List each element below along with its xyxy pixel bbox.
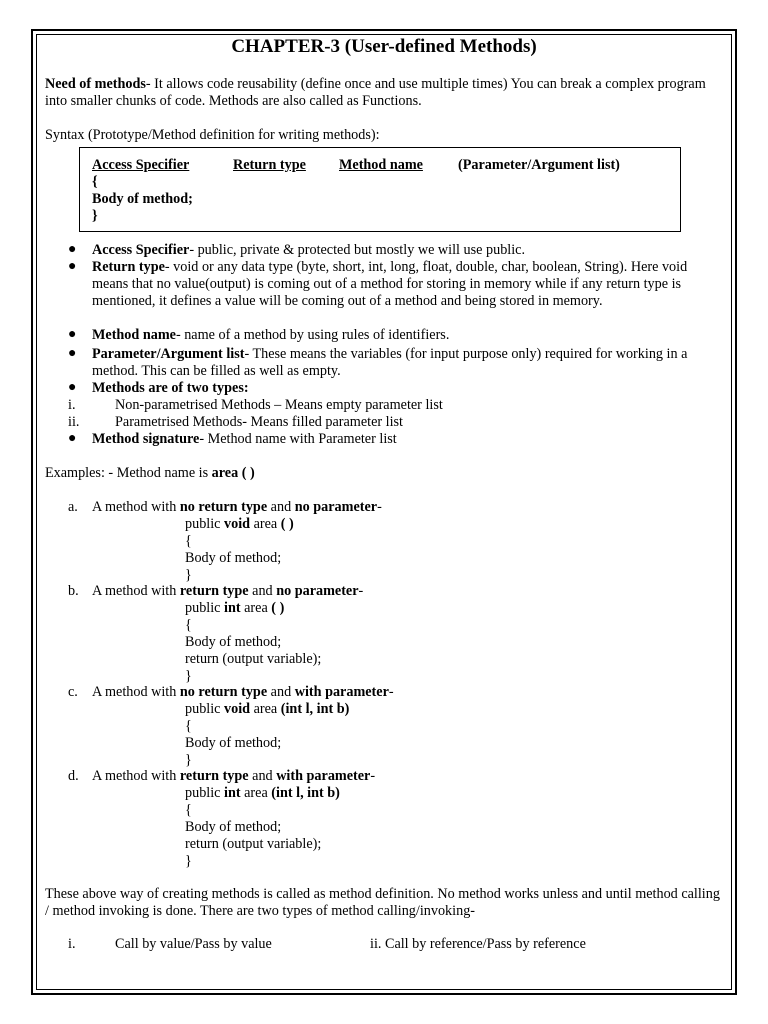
example-a-body: Body of method; (185, 550, 282, 566)
syntax-access-specifier: Access Specifier (92, 157, 190, 173)
example-c-close-brace: } (185, 752, 192, 768)
types-i-text: Non-parametrised Methods – Means empty parameter list (115, 397, 443, 413)
bullet-access-specifier: Access Specifier- public, private & protected but mostly we will use public. (92, 242, 526, 258)
examples-intro: Examples: - Method name is area ( ) (45, 465, 255, 481)
bullet-return-type: Return type- void or any data type (byte, short, int, long, float, double, char, boolean, String). Here void means that no value(output) is coming out of a method for storing in memory while if any return type is mentioned, it defines a value will be coming out of a method and being stored in memory. (92, 259, 688, 309)
example-b-body: Body of method; (185, 634, 282, 650)
bullet-icon: ● (68, 431, 77, 446)
example-c-signature: public void area (int l, int b) (185, 701, 350, 717)
syntax-method-name: Method name (339, 157, 423, 173)
call-by-reference: ii. Call by reference/Pass by reference (370, 936, 586, 952)
example-d-heading: A method with return type and with parameter- (92, 768, 376, 784)
bullet-icon: ● (68, 380, 77, 395)
bullet-icon: ● (68, 327, 77, 342)
example-c-body: Body of method; (185, 735, 282, 751)
bullet-parameter-list: Parameter/Argument list- These means the variables (for input purpose only) required for working in a method. This can be filled as well as empty. (92, 346, 688, 379)
bullet-method-signature: Method signature- Method name with Parameter list (92, 431, 397, 447)
example-b-letter: b. (68, 583, 79, 599)
example-b-heading: A method with return type and no parameter- (92, 583, 364, 599)
example-b-return: return (output variable); (185, 651, 322, 667)
call-i-number: i. (68, 936, 76, 952)
call-by-value: Call by value/Pass by value (115, 936, 272, 952)
example-b-close-brace: } (185, 668, 192, 684)
syntax-body: Body of method; (92, 191, 193, 207)
example-d-return: return (output variable); (185, 836, 322, 852)
bullet-icon: ● (68, 346, 77, 361)
example-c-open-brace: { (185, 718, 192, 734)
syntax-close-brace: } (92, 208, 98, 224)
chapter-title: CHAPTER-3 (User-defined Methods) (231, 36, 537, 57)
example-c-letter: c. (68, 684, 78, 700)
syntax-open-brace: { (92, 174, 98, 190)
syntax-return-type: Return type (233, 157, 306, 173)
types-ii-number: ii. (68, 414, 80, 430)
example-a-open-brace: { (185, 533, 192, 549)
syntax-intro: Syntax (Prototype/Method definition for writing methods): (45, 127, 380, 143)
example-b-signature: public int area ( ) (185, 600, 285, 616)
syntax-param-list: (Parameter/Argument list) (458, 157, 620, 173)
example-a-signature: public void area ( ) (185, 516, 294, 532)
bullet-icon: ● (68, 242, 77, 257)
example-a-close-brace: } (185, 567, 192, 583)
types-ii-text: Parametrised Methods- Means filled parameter list (115, 414, 403, 430)
example-d-signature: public int area (int l, int b) (185, 785, 340, 801)
bullet-icon: ● (68, 259, 77, 274)
example-a-letter: a. (68, 499, 78, 515)
bullet-method-types: Methods are of two types: (92, 380, 249, 396)
types-i-number: i. (68, 397, 76, 413)
closing-paragraph: These above way of creating methods is called as method definition. No method works unless and until method calling / method invoking is done. There are two types of method calling/invoking- (45, 886, 720, 919)
need-label: Need of methods (45, 76, 146, 92)
example-d-open-brace: { (185, 802, 192, 818)
bullet-method-name: Method name- name of a method by using rules of identifiers. (92, 327, 450, 343)
example-d-body: Body of method; (185, 819, 282, 835)
example-a-heading: A method with no return type and no parameter- (92, 499, 382, 515)
need-of-methods-paragraph (45, 76, 725, 110)
example-b-open-brace: { (185, 617, 192, 633)
example-c-heading: A method with no return type and with parameter- (92, 684, 394, 700)
example-d-close-brace: } (185, 853, 192, 869)
need-text: - It allows code reusability (define once and use multiple times) You can break a complex program into smaller chunks of code. Methods are also called as Functions. (45, 76, 706, 109)
example-d-letter: d. (68, 768, 79, 784)
